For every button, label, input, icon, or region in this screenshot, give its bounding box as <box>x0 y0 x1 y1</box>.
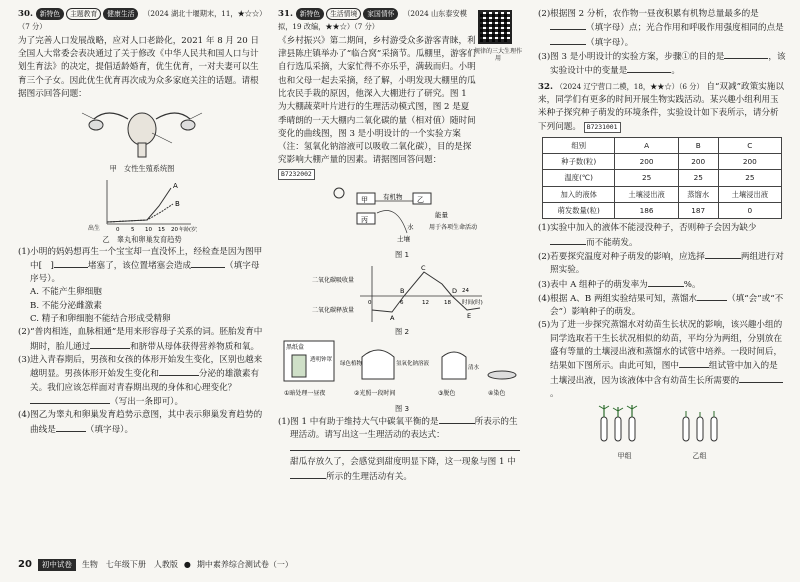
q31-tag-1: 新特色 <box>296 8 324 20</box>
q30-sub2 <box>18 326 266 354</box>
q30-blank-5[interactable] <box>30 395 110 404</box>
q31-blank-4[interactable] <box>550 21 586 30</box>
fig-b-caption: 乙 睾丸和卵巢发育趋势 <box>102 235 182 245</box>
q31-number: 31. <box>278 9 293 19</box>
question-31 <box>278 8 526 484</box>
table-row <box>543 170 782 186</box>
footer-title: 期中素养综合测试卷（一） <box>196 559 293 569</box>
fig3-step-2: ②光照一段时间 <box>354 390 396 398</box>
q30-sub2-text: (2)“普肉相连，血脉相通”是用来形容母子关系的词。胚胎发育中期时，胎儿通过 <box>18 327 263 352</box>
fig3-label-water: 清水 <box>468 365 480 372</box>
q31-sub2b-text: （填字母）点；光合作用和呼吸作用强度相同的点是 <box>586 23 784 34</box>
fig1-label-use: 用于各项生命活动 <box>429 224 478 232</box>
q32-sub1 <box>538 222 786 250</box>
fig2-tick-18: 18 <box>444 300 451 307</box>
q30-tag-1: 新特色 <box>36 8 64 20</box>
q30-header <box>18 8 266 35</box>
fig2-tick-6: 6 <box>400 300 404 307</box>
q32-blank-4[interactable] <box>697 292 727 301</box>
germination-table <box>542 137 782 219</box>
q32-sub3-text: (3)表中 A 组种子的萌发率为 <box>538 279 648 290</box>
q30-sub4b-text: （填字母）。 <box>85 424 134 435</box>
fig1-label-yi: 乙 <box>417 196 424 205</box>
q32-blank-1[interactable] <box>550 236 586 245</box>
curve-a-label: A <box>173 182 178 191</box>
table-cell: 200 <box>718 154 781 170</box>
q31-intro-text: 《乡村振兴》第二期间，乡村游受众多游客青睐，利津县陈庄镇举办了“临合窝”采摘节。瓜棚里，游客们自行选瓜采摘，大家忙得不亦乐乎，满载而归。小明也和父母一起去采摘，经了解，小明发现大棚里的瓜比农民手栽的原因，他深入大棚进行了研究。图 1 为大棚蔬菜叶片进行的生理活动模式图，图 2 是夏季晴朗的一天大棚内二氧化碳的量（相对值）随时间变化的曲线图，图 3 是小明设计的一个实验方案（注：氢氧化钠溶液可以吸收二氧化碳），目的是探究影响大棚产量的因素。请据图回答问题： <box>278 35 476 166</box>
tick-10: 10 <box>145 227 152 233</box>
fig1-label-organic: 有机物 <box>383 193 403 202</box>
fig-a-caption: 甲 女性生殖系统图 <box>109 164 175 174</box>
q30-source: （2024 湖北十堰期末，11，★☆☆）（7 分） <box>18 9 263 32</box>
table-header-cell: A <box>615 137 678 153</box>
fig3-label-black-box: 黑纸盒 <box>286 344 305 352</box>
table-cell: 25 <box>678 170 718 186</box>
q30-blank-6[interactable] <box>56 423 86 432</box>
table-header-row <box>543 137 782 153</box>
series-badge: 初中试卷 <box>38 559 76 571</box>
table-cell: 种子数(粒) <box>543 154 615 170</box>
fig2-tick-12: 12 <box>422 300 429 307</box>
q31-sub1c-text: 甜瓜存放久了，会感觉到甜度明显下降，这一现象与图 1 中 <box>290 457 516 468</box>
seedling-test-tubes <box>587 403 737 449</box>
tick-5: 5 <box>131 227 135 233</box>
fig2-co2-curve <box>312 262 492 324</box>
curve-a <box>107 188 171 222</box>
question-31-continued-and-32 <box>538 8 786 462</box>
table-cell: 25 <box>615 170 678 186</box>
page-footer <box>18 556 784 574</box>
q30-blank-2[interactable] <box>191 259 225 268</box>
q31-sub2 <box>538 8 786 50</box>
q32-sub3b-text: %。 <box>683 279 701 290</box>
table-cell: 186 <box>615 203 678 219</box>
qr-caption: 规律的三大生理作用 <box>474 48 523 63</box>
q31-sub3-text: (3)图 3 是小明设计的实验方案，步骤①的目的是 <box>538 51 725 62</box>
q30-number: 30. <box>18 9 33 19</box>
q31-code: B7232002 <box>278 169 315 180</box>
q32-sub5c-text: 。 <box>550 389 559 400</box>
q31-sub3c-text: 。 <box>671 66 680 77</box>
fig2-point-d: D <box>452 287 458 296</box>
footer-bullet-icon: ● <box>183 559 191 569</box>
q32-blank-2[interactable] <box>705 250 741 259</box>
fig1-label-water: 水 <box>407 223 414 232</box>
q31-sub1d-text: 所示的生理活动有关。 <box>326 471 412 482</box>
q30-option-c: C. 精子和卵细胞不能结合形成受精卵 <box>30 314 171 325</box>
q30-sub1 <box>18 246 266 287</box>
table-row <box>543 154 782 170</box>
q31-blank-5[interactable] <box>550 36 586 45</box>
q30-blank-4[interactable] <box>159 367 199 376</box>
table-header-cell: C <box>718 137 781 153</box>
table-cell: 200 <box>615 154 678 170</box>
table-header-cell: 组别 <box>543 137 615 153</box>
q30-blank-3[interactable] <box>90 340 130 349</box>
table-cell: 萌发数量(粒) <box>543 203 615 219</box>
q32-blank-3[interactable] <box>648 278 684 287</box>
table-cell: 蒸馏水 <box>678 186 718 202</box>
table-cell: 187 <box>678 203 718 219</box>
curve-b <box>107 204 173 222</box>
tick-15: 15 <box>158 227 165 233</box>
female-reproductive-diagram <box>72 103 212 161</box>
q31-tag-2: 生活情境 <box>326 8 361 20</box>
fig3-step-1: ①暗处理一昼夜 <box>284 390 326 398</box>
q31-blank-2[interactable] <box>290 442 520 451</box>
q32-intro: 自“双减”政策实施以来，同学们有更多的时间开展生物实践活动。某兴趣小组利用玉米种子探究种子萌发的环境条件，实验设计如下表所示，请分析下列问题。 <box>538 81 784 132</box>
table-row <box>543 186 782 202</box>
fig2-ylabel-bottom: 二氧化碳释放量 <box>312 307 355 315</box>
q30-tag-3: 健康生活 <box>103 8 138 20</box>
curve-b-label: B <box>175 200 180 209</box>
fig1-label-jia: 甲 <box>361 196 368 205</box>
table-cell: 200 <box>678 154 718 170</box>
q31-blank-6[interactable] <box>724 50 768 59</box>
tick-20: 20 <box>171 227 178 233</box>
q32-number: 32. <box>538 81 553 92</box>
q30-tag-2: 主题教育 <box>66 8 101 20</box>
fig1-label-bing: 丙 <box>361 216 368 225</box>
q31-sub1 <box>278 415 526 485</box>
tick-0: 0 <box>116 227 120 233</box>
fig1-label-energy: 能量 <box>435 211 448 220</box>
table-cell: 土壤浸出液 <box>615 186 678 202</box>
q32-sub2-text: (2)若要探究温度对种子萌发的影响，应选择 <box>538 251 705 262</box>
fig2-tick-24: 24 <box>462 288 469 295</box>
table-cell: 25 <box>718 170 781 186</box>
q31-sub2c-text: （填字母）。 <box>586 37 634 48</box>
group-yi-label: 乙组 <box>692 452 707 461</box>
q30-sub3c-text: （写出一条即可）。 <box>110 396 184 407</box>
fig3-label-plant: 绿色植物 <box>340 361 363 368</box>
page-number: 20 <box>18 559 32 571</box>
table-cell: 土壤浸出液 <box>718 186 781 202</box>
q32-sub3 <box>538 278 786 292</box>
question-30 <box>18 8 266 437</box>
seedling-group-labels <box>587 451 737 462</box>
table-cell: 加入的液体 <box>543 186 615 202</box>
q30-sub2b-text: 和脐带从母体获得营养物质和氧。 <box>130 341 260 352</box>
q30-intro: 为了完善人口发展战略，应对人口老龄化，2021 年 8 月 20 日全国人大常委会表决通过了关于修改《中华人民共和国人口与计划生育法》的决定，提倡适龄婚育，优生优育，一对夫妻可以生育三个子女。因此优生优育再次成为众多家庭关注的话题。请根据图示回答问题： <box>18 35 259 99</box>
fig2-ylabel-top: 二氧化碳吸收量 <box>312 277 355 285</box>
q32-sub2 <box>538 250 786 278</box>
fig3-label-bell: 透明钟罩 <box>310 357 333 364</box>
q30-sub3 <box>18 354 266 409</box>
q31-blank-1[interactable] <box>439 415 475 424</box>
table-header-cell: B <box>678 137 718 153</box>
q30-option-a: A. 不能产生卵细胞 <box>30 287 102 298</box>
birth-label: 出生 <box>88 225 101 233</box>
q31-sub1-text: (1)图 1 中有助于维持大气中碳氧平衡的是 <box>278 416 439 427</box>
table-row <box>543 203 782 219</box>
q30-sub1b-text: 堵塞了，该位置堵塞会造成 <box>87 260 192 271</box>
age-axis-label: 年龄(岁) <box>179 227 197 233</box>
q32-sub5-text: (5)为了进一步探究蒸馏水对幼苗生长状况的影响，该兴趣小组的同学选取若干生长状况相似的幼苗，平均分为两组，分别放在盛有等量的土壤浸出液和蒸馏水的试管中培养。一段时间后，结果如下图所示。由此可知，图中 <box>538 320 783 372</box>
q32-sub4 <box>538 292 786 320</box>
q32-sub1-text: (1)实验中加入的液体不能浸没种子，否则种子会因为缺少 <box>538 223 757 234</box>
gonad-development-graph <box>87 176 197 232</box>
q31-sub3 <box>538 50 786 79</box>
q31-tag-3: 家国情怀 <box>363 8 398 20</box>
group-jia-label: 甲组 <box>617 452 632 461</box>
fig1-label-soil: 土壤 <box>397 235 410 244</box>
table-cell: 0 <box>718 203 781 219</box>
q32-blank-6[interactable] <box>739 374 783 383</box>
q31-sub1b-text: 所表示的生理活动。请写出这一生理活动的表达式： <box>290 416 518 440</box>
q30-sub3-text: (3)进入青春期后，男孩和女孩的体形开始发生变化，区别也越来越明显。男孩体形开始发生变化和 <box>18 355 263 380</box>
q31-source: （2024 山东泰安模拟，19 改编，★★☆）（7 分） <box>278 9 467 32</box>
q31-blank-3[interactable] <box>290 470 326 479</box>
q32-source: （2024 辽宁营口二模，18，★★☆）（6 分） <box>555 81 704 91</box>
fig3-experiment <box>282 339 522 401</box>
q32-sub5 <box>538 319 786 401</box>
fig2-point-a: A <box>390 314 395 323</box>
fig3-caption: 图 3 <box>394 404 410 414</box>
table-cell: 温度(℃) <box>543 170 615 186</box>
fig3-step-3: ③脱色 <box>438 390 456 398</box>
q32-code: B7231001 <box>584 122 621 133</box>
fig2-point-e: E <box>467 312 472 321</box>
fig2-caption: 图 2 <box>394 327 410 337</box>
fig3-label-naoh: 氢氧化钠溶液 <box>396 361 430 368</box>
q30-sub3b-text: 分泌的雄激素有关。我们应该怎样面对青春期出现的身体和心理变化？ <box>30 369 260 393</box>
fig2-point-c: C <box>421 264 426 273</box>
q30-sub1-text: (1)小明的妈妈想再生一个宝宝却一直没怀上，经检查是因为图甲中[ ] <box>18 246 263 271</box>
q31-blank-7[interactable] <box>627 64 671 73</box>
q30-blank-1[interactable] <box>54 259 88 268</box>
fig1-leaf-activities <box>317 183 487 247</box>
q32-sub4-text: (4)根据 A、B 两组实验结果可知，蒸馏水 <box>538 293 698 304</box>
q32-sub4b-text: （填“会”或“不会”）影响种子的萌发。 <box>550 293 784 318</box>
footer-subject: 生物 七年级下册 人教版 <box>81 559 178 569</box>
q32-sub1b-text: 而不能萌发。 <box>586 237 638 248</box>
qr-code-icon <box>478 10 512 44</box>
q32-sub5b-text: 组试管中加入的是土壤浸出液，因为该液体中含有幼苗生长所需要的 <box>550 361 778 386</box>
q32-sub2b-text: 两组进行对照实验。 <box>550 251 784 276</box>
q32-header <box>538 81 786 134</box>
fig2-xlabel: 时间(时) <box>462 300 483 307</box>
q30-option-b: B. 不能分泌雌激素 <box>30 300 102 311</box>
fig1-caption: 图 1 <box>394 250 410 260</box>
q32-blank-5[interactable] <box>679 359 709 368</box>
fig3-step-4: ④染色 <box>488 390 506 398</box>
q30-sub1c-text: （填字母序号）。 <box>30 260 260 285</box>
q31-sub3b-text: ，该实验设计中的变量是 <box>550 51 786 77</box>
q31-sub2-text: (2)根据图 2 分析，农作物一昼夜积累有机物总量最多的是 <box>538 9 759 19</box>
fig2-tick-0: 0 <box>368 300 372 307</box>
q30-sub4 <box>18 409 266 437</box>
q30-sub4-text: (4)图乙为睾丸和卵巢发育趋势示意图，其中表示卵巢发育趋势的曲线是 <box>18 410 263 435</box>
fig2-point-b: B <box>400 287 405 296</box>
